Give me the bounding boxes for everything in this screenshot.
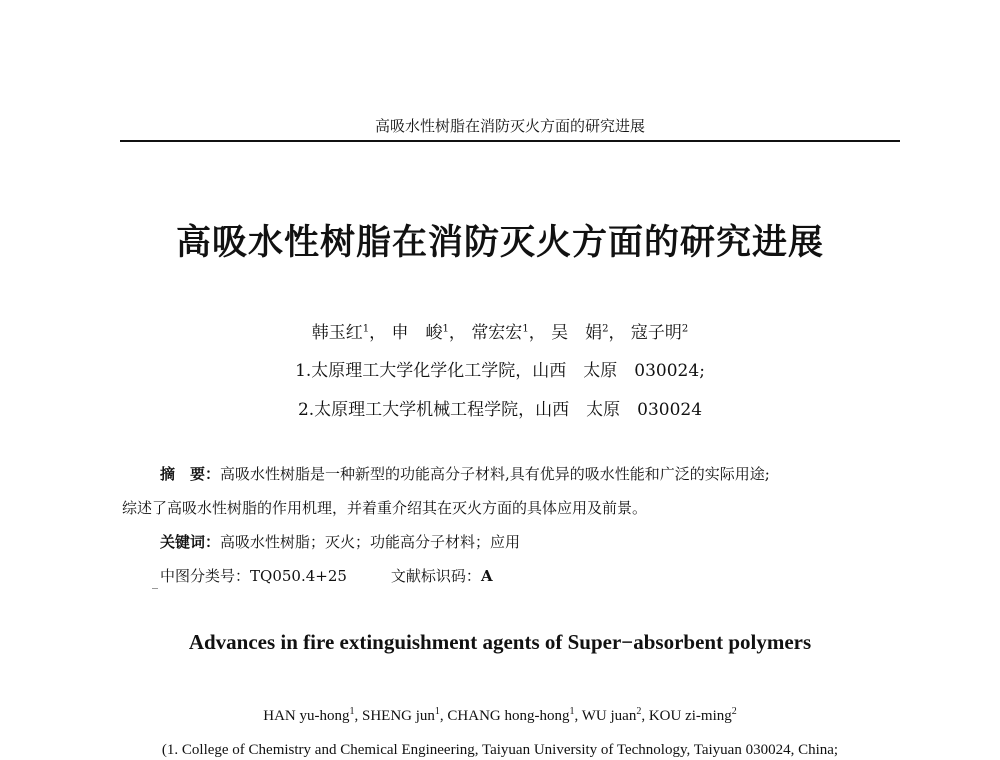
running-head: 高吸水性树脂在消防灭火方面的研究进展: [374, 117, 645, 135]
author-en: WU juan: [581, 708, 637, 724]
header-rule: [120, 140, 900, 142]
doc-code-label: 文献标识码：: [390, 567, 481, 585]
author-aff-mark: 2: [636, 706, 642, 717]
paper-title-en: Advances in fire extinguishment agents of Super−absorbent polymers: [188, 630, 812, 654]
author-cn: 韩玉红: [311, 323, 363, 343]
clc-label: 中图分类号：: [160, 567, 251, 585]
keywords-text: 高吸水性树脂；灭火；功能高分子材料；应用: [220, 533, 521, 551]
author-aff-mark: 2: [681, 323, 689, 335]
keywords: [160, 531, 520, 552]
author-cn: 常宏宏: [471, 323, 523, 343]
author-en: SHENG jun: [362, 708, 435, 724]
author-cn: 吴 娟: [551, 323, 603, 343]
affiliation-cn-2: 2.太原理工大学机械工程学院，山西 太原 030024: [297, 400, 703, 420]
clc-value: TQ050.4+25: [250, 567, 347, 585]
abstract-text-line1: 高吸水性树脂是一种新型的功能高分子材料,具有优异的吸水性能和广泛的实际用途;: [220, 465, 770, 483]
author-cn: 申 峻: [391, 323, 443, 343]
author-en: CHANG hong-hong: [447, 708, 570, 724]
author-aff-mark: 1: [522, 323, 529, 335]
author-aff-mark: 2: [731, 706, 737, 717]
author-aff-mark: 1: [569, 706, 575, 717]
classification: [160, 565, 493, 586]
paper-title-cn: 高吸水性树脂在消防灭火方面的研究进展: [175, 222, 824, 263]
affiliation-en: (1. College of Chemistry and Chemical Engineering, Taiyuan University of Technology, Taiyuan 030024, China;: [161, 742, 839, 758]
abstract: [160, 463, 770, 484]
author-aff-mark: 1: [362, 323, 370, 335]
authors-cn: 韩玉红$^1$， 申 峻$^1$， 常宏宏$^1$， 吴 娟$^2$， 寇子明$^2$: [311, 323, 689, 343]
stray-mark: [152, 588, 158, 589]
author-en: KOU zi-ming: [648, 708, 732, 724]
affiliation-cn-1: 1.太原理工大学化学化工学院，山西 太原 030024;: [295, 361, 705, 381]
author-aff-mark: 1: [434, 706, 440, 717]
author-en: HAN yu-hong: [263, 708, 350, 724]
author-aff-mark: 1: [349, 706, 355, 717]
doc-code-value: A: [480, 567, 493, 585]
author-aff-mark: 2: [602, 323, 609, 335]
keywords-label: 关键词：: [160, 533, 221, 551]
abstract-text-line2: 综述了高吸水性树脂的作用机理，并着重介绍其在灭火方面的具体应用及前景。: [122, 499, 648, 517]
authors-en: HAN yu-hong$^1$, SHENG jun$^1$, CHANG hong-hong$^1$, WU juan$^2$, KOU zi-ming$^2$: [263, 706, 737, 724]
author-cn: 寇子明: [630, 323, 682, 343]
abstract-label: 摘 要：: [160, 465, 221, 483]
author-aff-mark: 1: [442, 323, 449, 335]
